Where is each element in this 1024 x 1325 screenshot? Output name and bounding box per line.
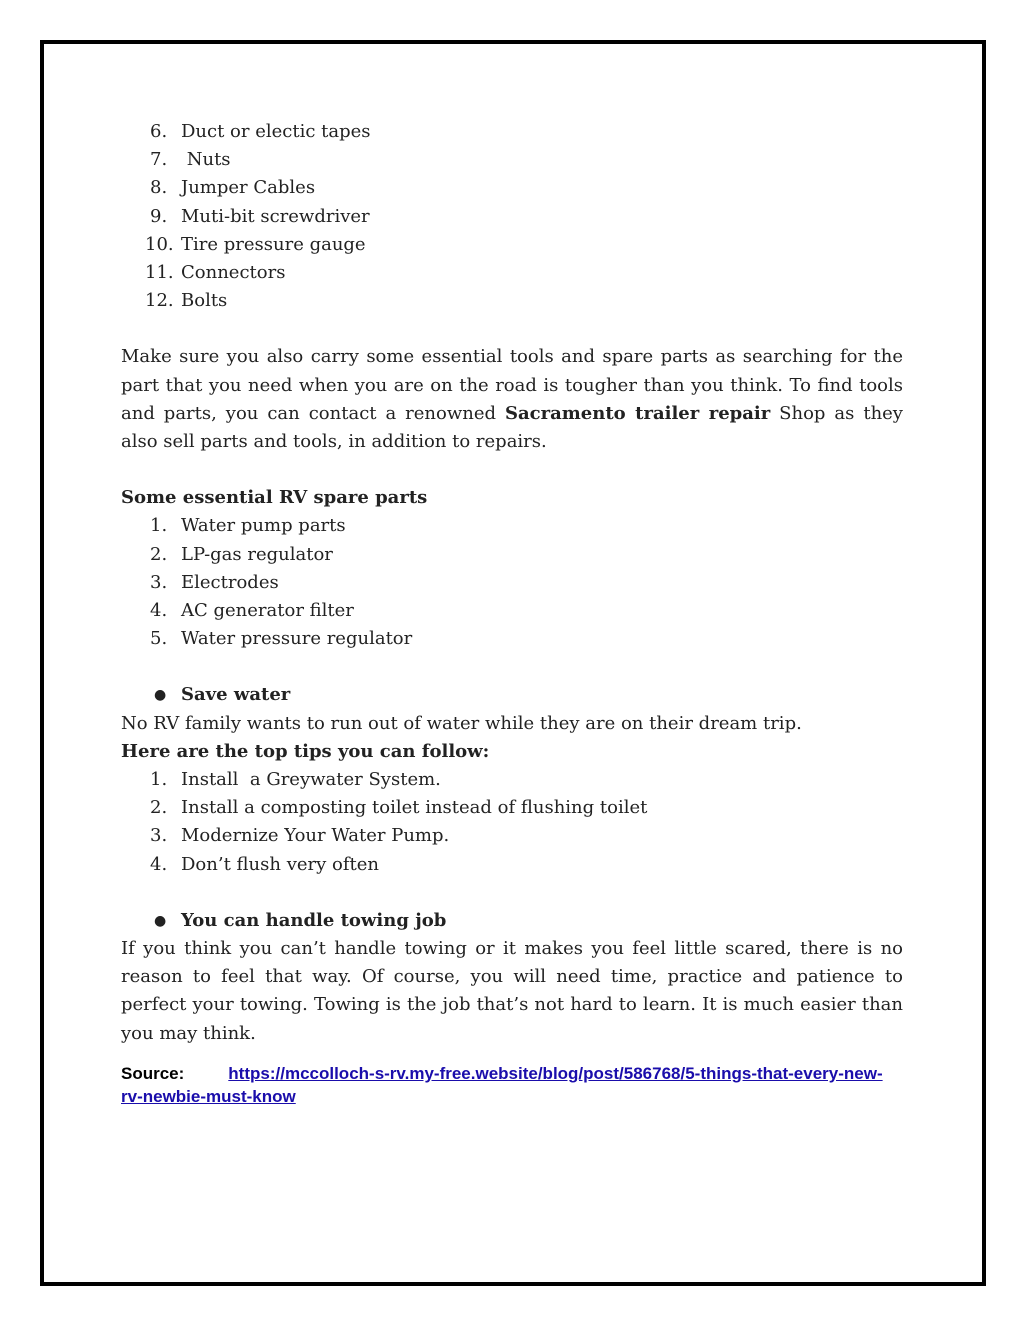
list-number: 4. (150, 600, 168, 622)
list-item (121, 512, 903, 540)
save-water-heading: ● Save water (121, 681, 903, 709)
list-item (121, 174, 903, 202)
list-item-text: Water pump parts (181, 515, 346, 537)
list-number: 1. (150, 769, 168, 791)
list-item-text: Install a composting toilet instead of flushing toilet (181, 797, 648, 819)
towing-text: If you think you can’t handle towing or it makes you feel little scared, there is no reason to feel that way. Of course, you will need time, practice and patience to perfect your towing. Towing is the job that’s not hard to learn. It is much easier than you may think. (121, 938, 903, 1044)
list-item-text: Install a Greywater System. (181, 769, 441, 791)
towing-heading: ● You can handle towing job (121, 907, 903, 935)
list-item (121, 259, 903, 287)
list-number: 7. (150, 149, 168, 171)
list-number: 4. (150, 853, 168, 875)
spare-parts-list (121, 512, 903, 653)
list-item-text: Nuts (181, 149, 231, 171)
list-number: 3. (150, 571, 168, 593)
document-body (121, 118, 903, 1108)
highlight-sacramento-trailer-repair: Sacramento trailer repair (504, 402, 771, 424)
list-number: 8. (150, 177, 168, 199)
list-item-text: Bolts (181, 290, 228, 312)
save-water-text: No RV family wants to run out of water while they are on their dream trip. (121, 712, 802, 734)
list-item (121, 287, 903, 315)
list-number: 6. (150, 121, 168, 142)
list-item-text: Tire pressure gauge (181, 233, 366, 255)
list-item-text: Water pressure regulator (181, 628, 413, 650)
tips-subheading: Here are the top tips you can follow: (121, 740, 490, 762)
list-item-text: Jumper Cables (181, 177, 316, 199)
list-item (121, 146, 903, 174)
list-number: 2. (150, 797, 168, 819)
list-item (121, 203, 903, 231)
list-item-text: Modernize Your Water Pump. (181, 825, 450, 847)
list-item (121, 231, 903, 259)
bullet-icon: ● (154, 912, 167, 929)
list-item-text: LP-gas regulator (181, 543, 333, 565)
list-item-text: AC generator filter (181, 600, 354, 622)
list-number: 12. (145, 290, 174, 312)
source-line (121, 1062, 903, 1108)
list-number: 1. (150, 515, 168, 537)
list-number: 2. (150, 543, 168, 565)
list-number: 3. (150, 825, 168, 847)
bullet-icon: ● (154, 687, 167, 704)
list-item (121, 597, 903, 625)
list-number: 10. (145, 233, 174, 255)
list-item (121, 851, 903, 879)
intro-paragraph: Make sure you also carry some essential tools and spare parts as searching for the part that you need when you are on the road is tougher than you think. To find tools and parts, you can contact a renowned Sacramento trailer repair Shop as they also sell parts and tools, in addition to repairs. (121, 346, 903, 453)
list-item (121, 766, 903, 794)
list-item-text: Muti-bit screwdriver (181, 205, 370, 227)
list-item-text: Duct or electic tapes (181, 121, 371, 142)
water-tips-list (121, 766, 903, 879)
list-number: 5. (150, 628, 168, 650)
list-item (121, 794, 903, 822)
list-item-text: Don’t flush very often (181, 853, 379, 875)
list-item-text: Electrodes (181, 571, 279, 593)
tools-list (121, 118, 903, 315)
source-link[interactable]: https://mccolloch-s-rv.my-free.website/blog/post/586768/5-things-that-every-new-rv-newbie-must-know (121, 1063, 883, 1106)
list-number: 9. (150, 205, 168, 227)
list-item (121, 541, 903, 569)
list-item (121, 822, 903, 850)
list-item (121, 625, 903, 653)
list-item-text: Connectors (181, 262, 286, 284)
list-item (121, 118, 903, 146)
source-label: Source: (121, 1063, 185, 1083)
list-item (121, 569, 903, 597)
spare-parts-heading: Some essential RV spare parts (121, 487, 428, 509)
list-number: 11. (145, 262, 174, 284)
